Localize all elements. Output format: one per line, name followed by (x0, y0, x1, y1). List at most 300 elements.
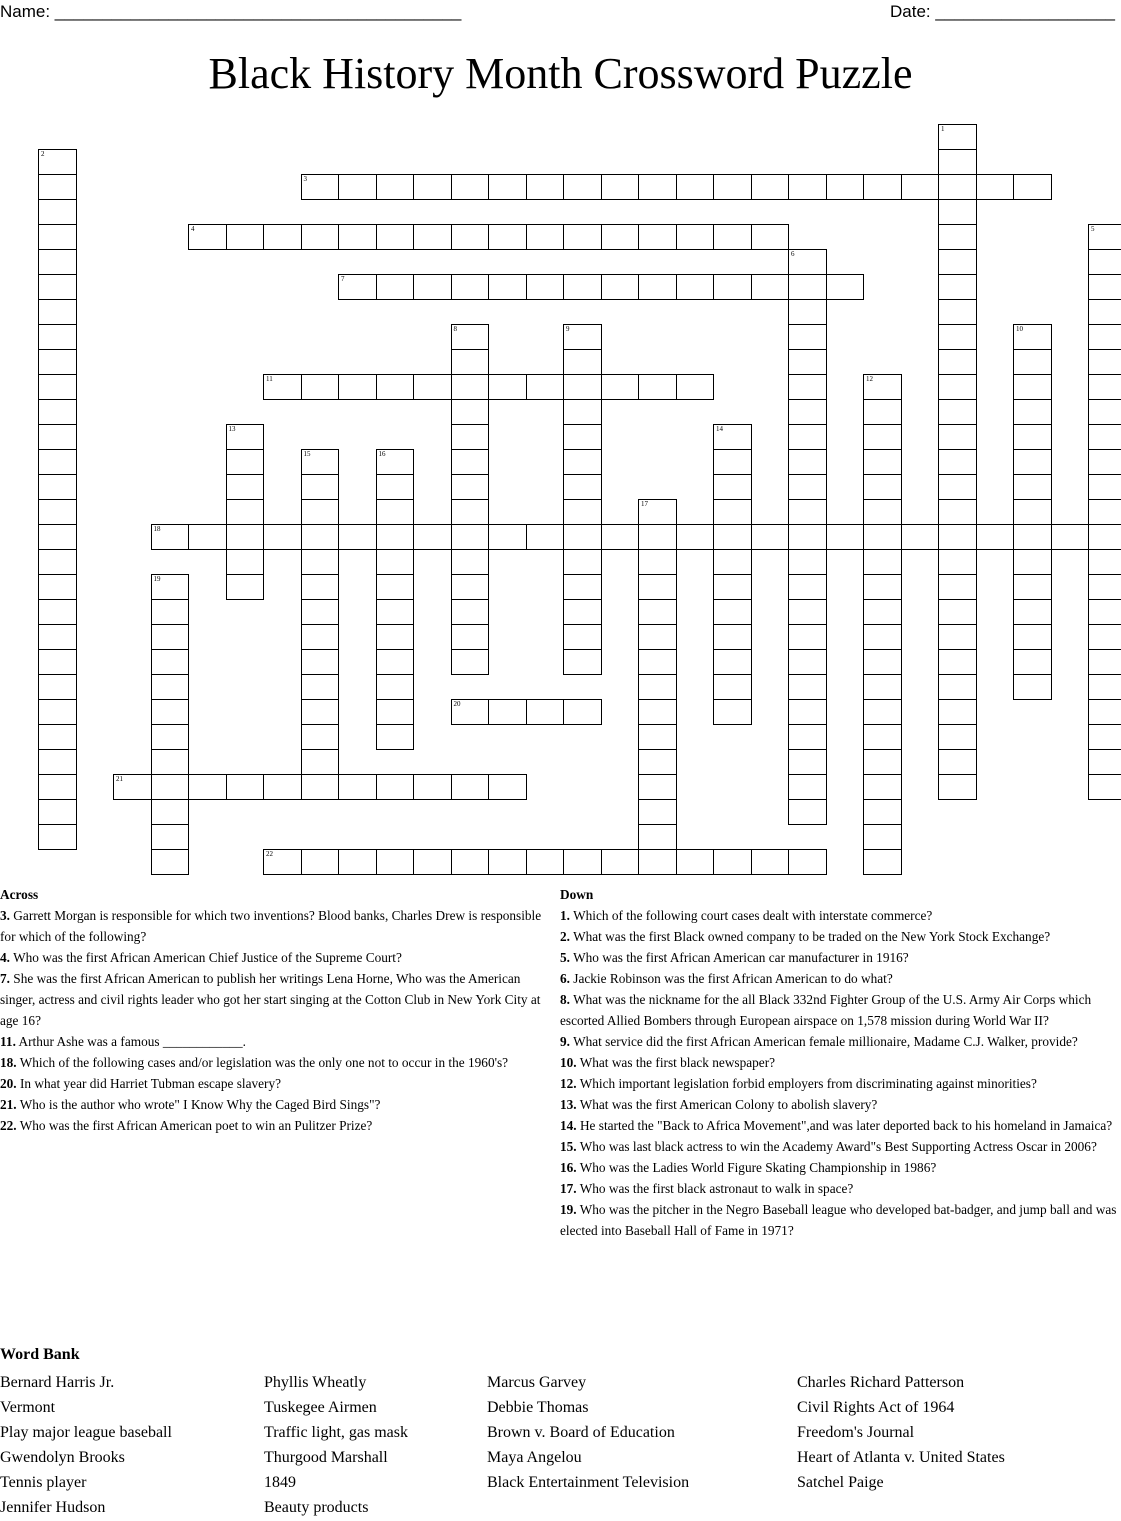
grid-cell[interactable] (938, 149, 977, 175)
grid-cell[interactable] (38, 499, 77, 525)
grid-cell[interactable] (526, 524, 565, 550)
grid-cell[interactable] (301, 499, 340, 525)
grid-cell[interactable] (38, 524, 77, 550)
grid-cell[interactable] (938, 499, 977, 525)
grid-cell[interactable] (38, 224, 77, 250)
grid-cell[interactable] (938, 774, 977, 800)
grid-cell[interactable] (38, 724, 77, 750)
grid-cell[interactable] (638, 824, 677, 850)
grid-cell[interactable] (263, 774, 302, 800)
grid-cell[interactable] (413, 849, 452, 875)
grid-cell[interactable] (38, 474, 77, 500)
grid-cell[interactable] (151, 699, 190, 725)
grid-cell[interactable] (38, 574, 77, 600)
grid-cell[interactable] (376, 624, 415, 650)
grid-cell[interactable] (788, 449, 827, 475)
grid-cell[interactable] (863, 399, 902, 425)
grid-cell[interactable] (38, 824, 77, 850)
grid-cell[interactable] (788, 549, 827, 575)
grid-cell[interactable] (338, 849, 377, 875)
grid-cell[interactable] (863, 624, 902, 650)
grid-cell[interactable] (451, 424, 490, 450)
grid-cell[interactable] (601, 849, 640, 875)
grid-cell[interactable] (713, 424, 752, 450)
grid-cell[interactable] (1013, 624, 1052, 650)
grid-cell[interactable] (1088, 774, 1121, 800)
grid-cell[interactable] (301, 574, 340, 600)
grid-cell[interactable] (451, 774, 490, 800)
grid-cell[interactable] (788, 574, 827, 600)
grid-cell[interactable] (938, 649, 977, 675)
grid-cell[interactable] (638, 699, 677, 725)
grid-cell[interactable] (226, 224, 265, 250)
grid-cell[interactable] (376, 574, 415, 600)
grid-cell[interactable] (338, 174, 377, 200)
grid-cell[interactable] (451, 374, 490, 400)
grid-cell[interactable] (863, 774, 902, 800)
grid-cell[interactable] (1013, 349, 1052, 375)
grid-cell[interactable] (638, 599, 677, 625)
grid-cell[interactable] (38, 624, 77, 650)
grid-cell[interactable] (788, 524, 827, 550)
grid-cell[interactable] (376, 224, 415, 250)
grid-cell[interactable] (638, 724, 677, 750)
grid-cell[interactable] (638, 549, 677, 575)
grid-cell[interactable] (301, 174, 340, 200)
grid-cell[interactable] (788, 624, 827, 650)
grid-cell[interactable] (788, 474, 827, 500)
grid-cell[interactable] (451, 849, 490, 875)
grid-cell[interactable] (451, 524, 490, 550)
grid-cell[interactable] (1088, 699, 1121, 725)
grid-cell[interactable] (938, 299, 977, 325)
grid-cell[interactable] (38, 324, 77, 350)
grid-cell[interactable] (938, 224, 977, 250)
grid-cell[interactable] (38, 149, 77, 175)
grid-cell[interactable] (488, 174, 527, 200)
grid-cell[interactable] (376, 849, 415, 875)
grid-cell[interactable] (676, 274, 715, 300)
grid-cell[interactable] (263, 224, 302, 250)
grid-cell[interactable] (488, 224, 527, 250)
grid-cell[interactable] (938, 624, 977, 650)
grid-cell[interactable] (1088, 224, 1121, 250)
grid-cell[interactable] (638, 749, 677, 775)
grid-cell[interactable] (751, 174, 790, 200)
grid-cell[interactable] (938, 124, 977, 150)
grid-cell[interactable] (788, 299, 827, 325)
grid-cell[interactable] (676, 524, 715, 550)
grid-cell[interactable] (938, 449, 977, 475)
grid-cell[interactable] (301, 549, 340, 575)
grid-cell[interactable] (788, 774, 827, 800)
grid-cell[interactable] (38, 549, 77, 575)
grid-cell[interactable] (901, 174, 940, 200)
grid-cell[interactable] (151, 599, 190, 625)
grid-cell[interactable] (1013, 424, 1052, 450)
grid-cell[interactable] (713, 524, 752, 550)
grid-cell[interactable] (263, 524, 302, 550)
grid-cell[interactable] (263, 374, 302, 400)
grid-cell[interactable] (788, 324, 827, 350)
grid-cell[interactable] (38, 449, 77, 475)
grid-cell[interactable] (563, 474, 602, 500)
grid-cell[interactable] (863, 574, 902, 600)
grid-cell[interactable] (751, 274, 790, 300)
grid-cell[interactable] (713, 574, 752, 600)
grid-cell[interactable] (451, 649, 490, 675)
grid-cell[interactable] (563, 624, 602, 650)
grid-cell[interactable] (1088, 274, 1121, 300)
grid-cell[interactable] (563, 524, 602, 550)
grid-cell[interactable] (413, 274, 452, 300)
grid-cell[interactable] (338, 774, 377, 800)
grid-cell[interactable] (151, 849, 190, 875)
grid-cell[interactable] (38, 674, 77, 700)
grid-cell[interactable] (638, 799, 677, 825)
grid-cell[interactable] (1088, 249, 1121, 275)
grid-cell[interactable] (226, 499, 265, 525)
grid-cell[interactable] (376, 449, 415, 475)
grid-cell[interactable] (863, 524, 902, 550)
grid-cell[interactable] (301, 674, 340, 700)
grid-cell[interactable] (863, 474, 902, 500)
grid-cell[interactable] (151, 824, 190, 850)
grid-cell[interactable] (563, 699, 602, 725)
grid-cell[interactable] (563, 324, 602, 350)
grid-cell[interactable] (451, 599, 490, 625)
grid-cell[interactable] (638, 774, 677, 800)
grid-cell[interactable] (1013, 524, 1052, 550)
grid-cell[interactable] (863, 699, 902, 725)
grid-cell[interactable] (938, 199, 977, 225)
grid-cell[interactable] (676, 374, 715, 400)
grid-cell[interactable] (376, 474, 415, 500)
grid-cell[interactable] (301, 449, 340, 475)
grid-cell[interactable] (601, 274, 640, 300)
grid-cell[interactable] (188, 524, 227, 550)
grid-cell[interactable] (863, 449, 902, 475)
grid-cell[interactable] (338, 524, 377, 550)
grid-cell[interactable] (151, 774, 190, 800)
grid-cell[interactable] (451, 574, 490, 600)
grid-cell[interactable] (563, 274, 602, 300)
grid-cell[interactable] (301, 749, 340, 775)
grid-cell[interactable] (1088, 624, 1121, 650)
grid-cell[interactable] (788, 674, 827, 700)
grid-cell[interactable] (713, 599, 752, 625)
grid-cell[interactable] (226, 549, 265, 575)
grid-cell[interactable] (901, 524, 940, 550)
grid-cell[interactable] (713, 674, 752, 700)
grid-cell[interactable] (938, 599, 977, 625)
grid-cell[interactable] (601, 174, 640, 200)
grid-cell[interactable] (338, 224, 377, 250)
grid-cell[interactable] (488, 774, 527, 800)
grid-cell[interactable] (451, 499, 490, 525)
grid-cell[interactable] (563, 599, 602, 625)
grid-cell[interactable] (451, 174, 490, 200)
grid-cell[interactable] (226, 474, 265, 500)
grid-cell[interactable] (38, 274, 77, 300)
grid-cell[interactable] (1088, 499, 1121, 525)
grid-cell[interactable] (563, 499, 602, 525)
grid-cell[interactable] (1088, 524, 1121, 550)
grid-cell[interactable] (301, 524, 340, 550)
grid-cell[interactable] (451, 324, 490, 350)
grid-cell[interactable] (938, 174, 977, 200)
grid-cell[interactable] (788, 274, 827, 300)
grid-cell[interactable] (713, 699, 752, 725)
grid-cell[interactable] (226, 449, 265, 475)
grid-cell[interactable] (751, 224, 790, 250)
grid-cell[interactable] (1088, 574, 1121, 600)
grid-cell[interactable] (338, 274, 377, 300)
grid-cell[interactable] (1013, 449, 1052, 475)
grid-cell[interactable] (788, 174, 827, 200)
grid-cell[interactable] (713, 174, 752, 200)
grid-cell[interactable] (38, 199, 77, 225)
grid-cell[interactable] (1013, 599, 1052, 625)
grid-cell[interactable] (376, 374, 415, 400)
grid-cell[interactable] (938, 699, 977, 725)
grid-cell[interactable] (451, 224, 490, 250)
grid-cell[interactable] (938, 349, 977, 375)
grid-cell[interactable] (226, 424, 265, 450)
grid-cell[interactable] (938, 549, 977, 575)
grid-cell[interactable] (1088, 349, 1121, 375)
grid-cell[interactable] (301, 849, 340, 875)
grid-cell[interactable] (151, 649, 190, 675)
grid-cell[interactable] (488, 274, 527, 300)
grid-cell[interactable] (713, 624, 752, 650)
grid-cell[interactable] (188, 224, 227, 250)
grid-cell[interactable] (976, 524, 1015, 550)
grid-cell[interactable] (451, 549, 490, 575)
grid-cell[interactable] (938, 574, 977, 600)
grid-cell[interactable] (601, 374, 640, 400)
grid-cell[interactable] (301, 699, 340, 725)
grid-cell[interactable] (788, 249, 827, 275)
grid-cell[interactable] (863, 174, 902, 200)
grid-cell[interactable] (1013, 374, 1052, 400)
grid-cell[interactable] (376, 649, 415, 675)
grid-cell[interactable] (1013, 399, 1052, 425)
grid-cell[interactable] (1088, 599, 1121, 625)
grid-cell[interactable] (488, 524, 527, 550)
grid-cell[interactable] (413, 374, 452, 400)
grid-cell[interactable] (301, 474, 340, 500)
grid-cell[interactable] (1051, 524, 1090, 550)
grid-cell[interactable] (938, 374, 977, 400)
grid-cell[interactable] (188, 774, 227, 800)
grid-cell[interactable] (938, 399, 977, 425)
grid-cell[interactable] (676, 224, 715, 250)
grid-cell[interactable] (563, 574, 602, 600)
grid-cell[interactable] (38, 174, 77, 200)
grid-cell[interactable] (413, 524, 452, 550)
grid-cell[interactable] (376, 599, 415, 625)
grid-cell[interactable] (638, 524, 677, 550)
grid-cell[interactable] (376, 499, 415, 525)
grid-cell[interactable] (301, 599, 340, 625)
grid-cell[interactable] (38, 649, 77, 675)
grid-cell[interactable] (1088, 724, 1121, 750)
grid-cell[interactable] (263, 849, 302, 875)
grid-cell[interactable] (1013, 324, 1052, 350)
grid-cell[interactable] (301, 724, 340, 750)
grid-cell[interactable] (38, 374, 77, 400)
grid-cell[interactable] (863, 549, 902, 575)
grid-cell[interactable] (38, 699, 77, 725)
grid-cell[interactable] (938, 749, 977, 775)
grid-cell[interactable] (376, 524, 415, 550)
grid-cell[interactable] (488, 374, 527, 400)
grid-cell[interactable] (563, 399, 602, 425)
grid-cell[interactable] (788, 724, 827, 750)
grid-cell[interactable] (826, 524, 865, 550)
grid-cell[interactable] (488, 849, 527, 875)
grid-cell[interactable] (301, 649, 340, 675)
grid-cell[interactable] (826, 174, 865, 200)
grid-cell[interactable] (151, 749, 190, 775)
grid-cell[interactable] (938, 724, 977, 750)
grid-cell[interactable] (151, 574, 190, 600)
grid-cell[interactable] (788, 599, 827, 625)
grid-cell[interactable] (863, 649, 902, 675)
grid-cell[interactable] (788, 699, 827, 725)
grid-cell[interactable] (788, 799, 827, 825)
grid-cell[interactable] (826, 274, 865, 300)
grid-cell[interactable] (1013, 549, 1052, 575)
grid-cell[interactable] (788, 374, 827, 400)
grid-cell[interactable] (713, 499, 752, 525)
grid-cell[interactable] (38, 599, 77, 625)
grid-cell[interactable] (751, 524, 790, 550)
grid-cell[interactable] (151, 624, 190, 650)
grid-cell[interactable] (38, 424, 77, 450)
grid-cell[interactable] (451, 699, 490, 725)
grid-cell[interactable] (713, 549, 752, 575)
grid-cell[interactable] (863, 674, 902, 700)
grid-cell[interactable] (451, 274, 490, 300)
grid-cell[interactable] (788, 499, 827, 525)
grid-cell[interactable] (451, 399, 490, 425)
grid-cell[interactable] (563, 449, 602, 475)
grid-cell[interactable] (1088, 674, 1121, 700)
grid-cell[interactable] (863, 799, 902, 825)
grid-cell[interactable] (676, 174, 715, 200)
grid-cell[interactable] (863, 849, 902, 875)
grid-cell[interactable] (638, 224, 677, 250)
grid-cell[interactable] (938, 424, 977, 450)
grid-cell[interactable] (151, 524, 190, 550)
grid-cell[interactable] (38, 749, 77, 775)
grid-cell[interactable] (638, 174, 677, 200)
grid-cell[interactable] (1088, 399, 1121, 425)
grid-cell[interactable] (38, 774, 77, 800)
grid-cell[interactable] (713, 649, 752, 675)
grid-cell[interactable] (338, 374, 377, 400)
grid-cell[interactable] (938, 249, 977, 275)
grid-cell[interactable] (713, 474, 752, 500)
grid-cell[interactable] (451, 349, 490, 375)
grid-cell[interactable] (638, 499, 677, 525)
grid-cell[interactable] (638, 849, 677, 875)
grid-cell[interactable] (788, 399, 827, 425)
grid-cell[interactable] (788, 349, 827, 375)
grid-cell[interactable] (413, 174, 452, 200)
grid-cell[interactable] (863, 599, 902, 625)
grid-cell[interactable] (226, 574, 265, 600)
grid-cell[interactable] (1088, 649, 1121, 675)
grid-cell[interactable] (788, 849, 827, 875)
grid-cell[interactable] (563, 349, 602, 375)
grid-cell[interactable] (938, 274, 977, 300)
grid-cell[interactable] (301, 774, 340, 800)
grid-cell[interactable] (788, 649, 827, 675)
grid-cell[interactable] (1013, 474, 1052, 500)
grid-cell[interactable] (301, 374, 340, 400)
grid-cell[interactable] (563, 224, 602, 250)
grid-cell[interactable] (376, 699, 415, 725)
grid-cell[interactable] (226, 774, 265, 800)
grid-cell[interactable] (301, 224, 340, 250)
grid-cell[interactable] (863, 724, 902, 750)
grid-cell[interactable] (713, 224, 752, 250)
grid-cell[interactable] (863, 499, 902, 525)
grid-cell[interactable] (713, 849, 752, 875)
grid-cell[interactable] (226, 524, 265, 550)
grid-cell[interactable] (938, 524, 977, 550)
grid-cell[interactable] (113, 774, 152, 800)
grid-cell[interactable] (976, 174, 1015, 200)
grid-cell[interactable] (488, 699, 527, 725)
grid-cell[interactable] (38, 299, 77, 325)
grid-cell[interactable] (301, 624, 340, 650)
grid-cell[interactable] (526, 374, 565, 400)
grid-cell[interactable] (376, 774, 415, 800)
grid-cell[interactable] (713, 274, 752, 300)
grid-cell[interactable] (151, 799, 190, 825)
grid-cell[interactable] (751, 849, 790, 875)
grid-cell[interactable] (1088, 749, 1121, 775)
grid-cell[interactable] (863, 824, 902, 850)
grid-cell[interactable] (676, 849, 715, 875)
grid-cell[interactable] (526, 274, 565, 300)
grid-cell[interactable] (376, 674, 415, 700)
grid-cell[interactable] (638, 274, 677, 300)
grid-cell[interactable] (526, 224, 565, 250)
grid-cell[interactable] (563, 174, 602, 200)
grid-cell[interactable] (38, 349, 77, 375)
grid-cell[interactable] (1013, 574, 1052, 600)
grid-cell[interactable] (563, 849, 602, 875)
grid-cell[interactable] (563, 374, 602, 400)
grid-cell[interactable] (451, 474, 490, 500)
grid-cell[interactable] (638, 374, 677, 400)
grid-cell[interactable] (526, 849, 565, 875)
grid-cell[interactable] (1013, 649, 1052, 675)
grid-cell[interactable] (1013, 174, 1052, 200)
grid-cell[interactable] (601, 224, 640, 250)
grid-cell[interactable] (788, 424, 827, 450)
grid-cell[interactable] (151, 724, 190, 750)
grid-cell[interactable] (638, 624, 677, 650)
grid-cell[interactable] (788, 749, 827, 775)
grid-cell[interactable] (938, 474, 977, 500)
grid-cell[interactable] (638, 674, 677, 700)
